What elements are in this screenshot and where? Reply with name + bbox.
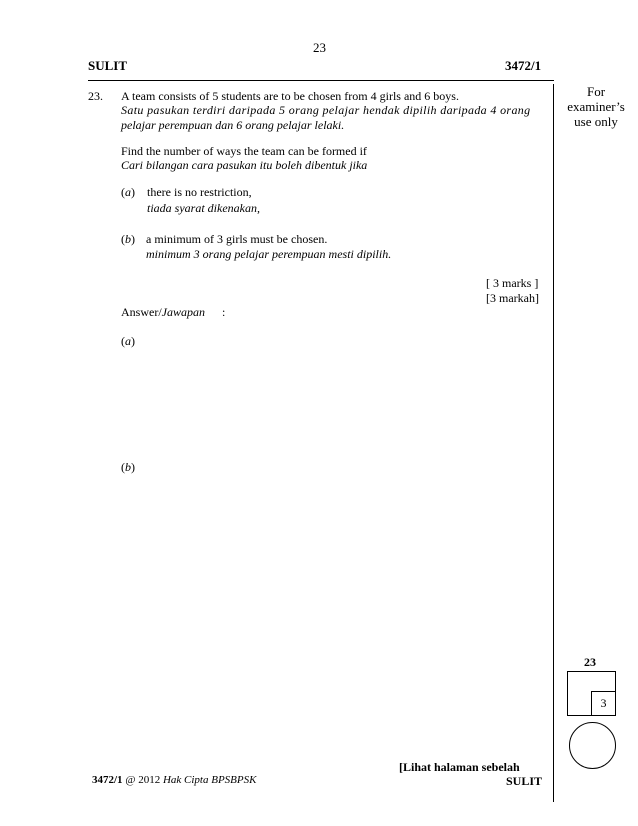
examiner-note <box>556 84 636 129</box>
header-sulit: SULIT <box>88 58 128 73</box>
answer-colon: : <box>222 305 226 319</box>
answer-label: Answer/Jawapan <box>121 305 206 319</box>
answer-part-b: (b) <box>121 460 135 474</box>
footer-next-page: [Lihat halaman sebelah <box>399 760 520 774</box>
answer-part-a: (a) <box>121 334 135 348</box>
footer-copyright: 3472/1 @ 2012 Hak Cipta BPSBPSK <box>92 774 257 786</box>
score-circle <box>569 722 616 769</box>
marks-en: [ 3 marks ] <box>486 276 539 290</box>
page-number: 23 <box>313 40 326 55</box>
header-paper-code: 3472/1 <box>505 58 542 73</box>
examiner-note-line1: For <box>586 84 606 99</box>
part-b-en: a minimum of 3 girls must be chosen. <box>146 232 328 246</box>
find-ms: Cari bilangan cara pasukan itu boleh dibentuk jika <box>121 158 368 172</box>
score-question-no: 23 <box>584 655 596 669</box>
marks-ms: [3 markah] <box>486 291 539 305</box>
question-ms-line2: pelajar perempuan dan 6 orang pelajar lelaki. <box>121 118 345 132</box>
part-a-en: there is no restriction, <box>147 185 252 199</box>
question-en: A team consists of 5 students are to be chosen from 4 girls and 6 boys. <box>121 89 459 103</box>
find-en: Find the number of ways the team can be formed if <box>121 144 367 158</box>
score-max-marks: 3 <box>591 691 616 716</box>
part-b-label: (b) <box>121 232 135 246</box>
question-ms-line1: Satu pasukan terdiri daripada 5 orang pelajar hendak dipilih daripada 4 orang <box>121 103 531 117</box>
question-number: 23. <box>88 89 103 103</box>
part-a-label: (a) <box>121 185 135 199</box>
part-a-ms: tiada syarat dikenakan, <box>147 201 260 215</box>
part-b-ms: minimum 3 orang pelajar perempuan mesti dipilih. <box>146 247 392 261</box>
examiner-column-divider <box>553 84 554 802</box>
header-rule <box>88 80 554 81</box>
examiner-note-line3: use only <box>574 114 618 129</box>
examiner-note-line2: examiner’s <box>567 99 625 114</box>
footer-sulit: SULIT <box>506 774 543 788</box>
